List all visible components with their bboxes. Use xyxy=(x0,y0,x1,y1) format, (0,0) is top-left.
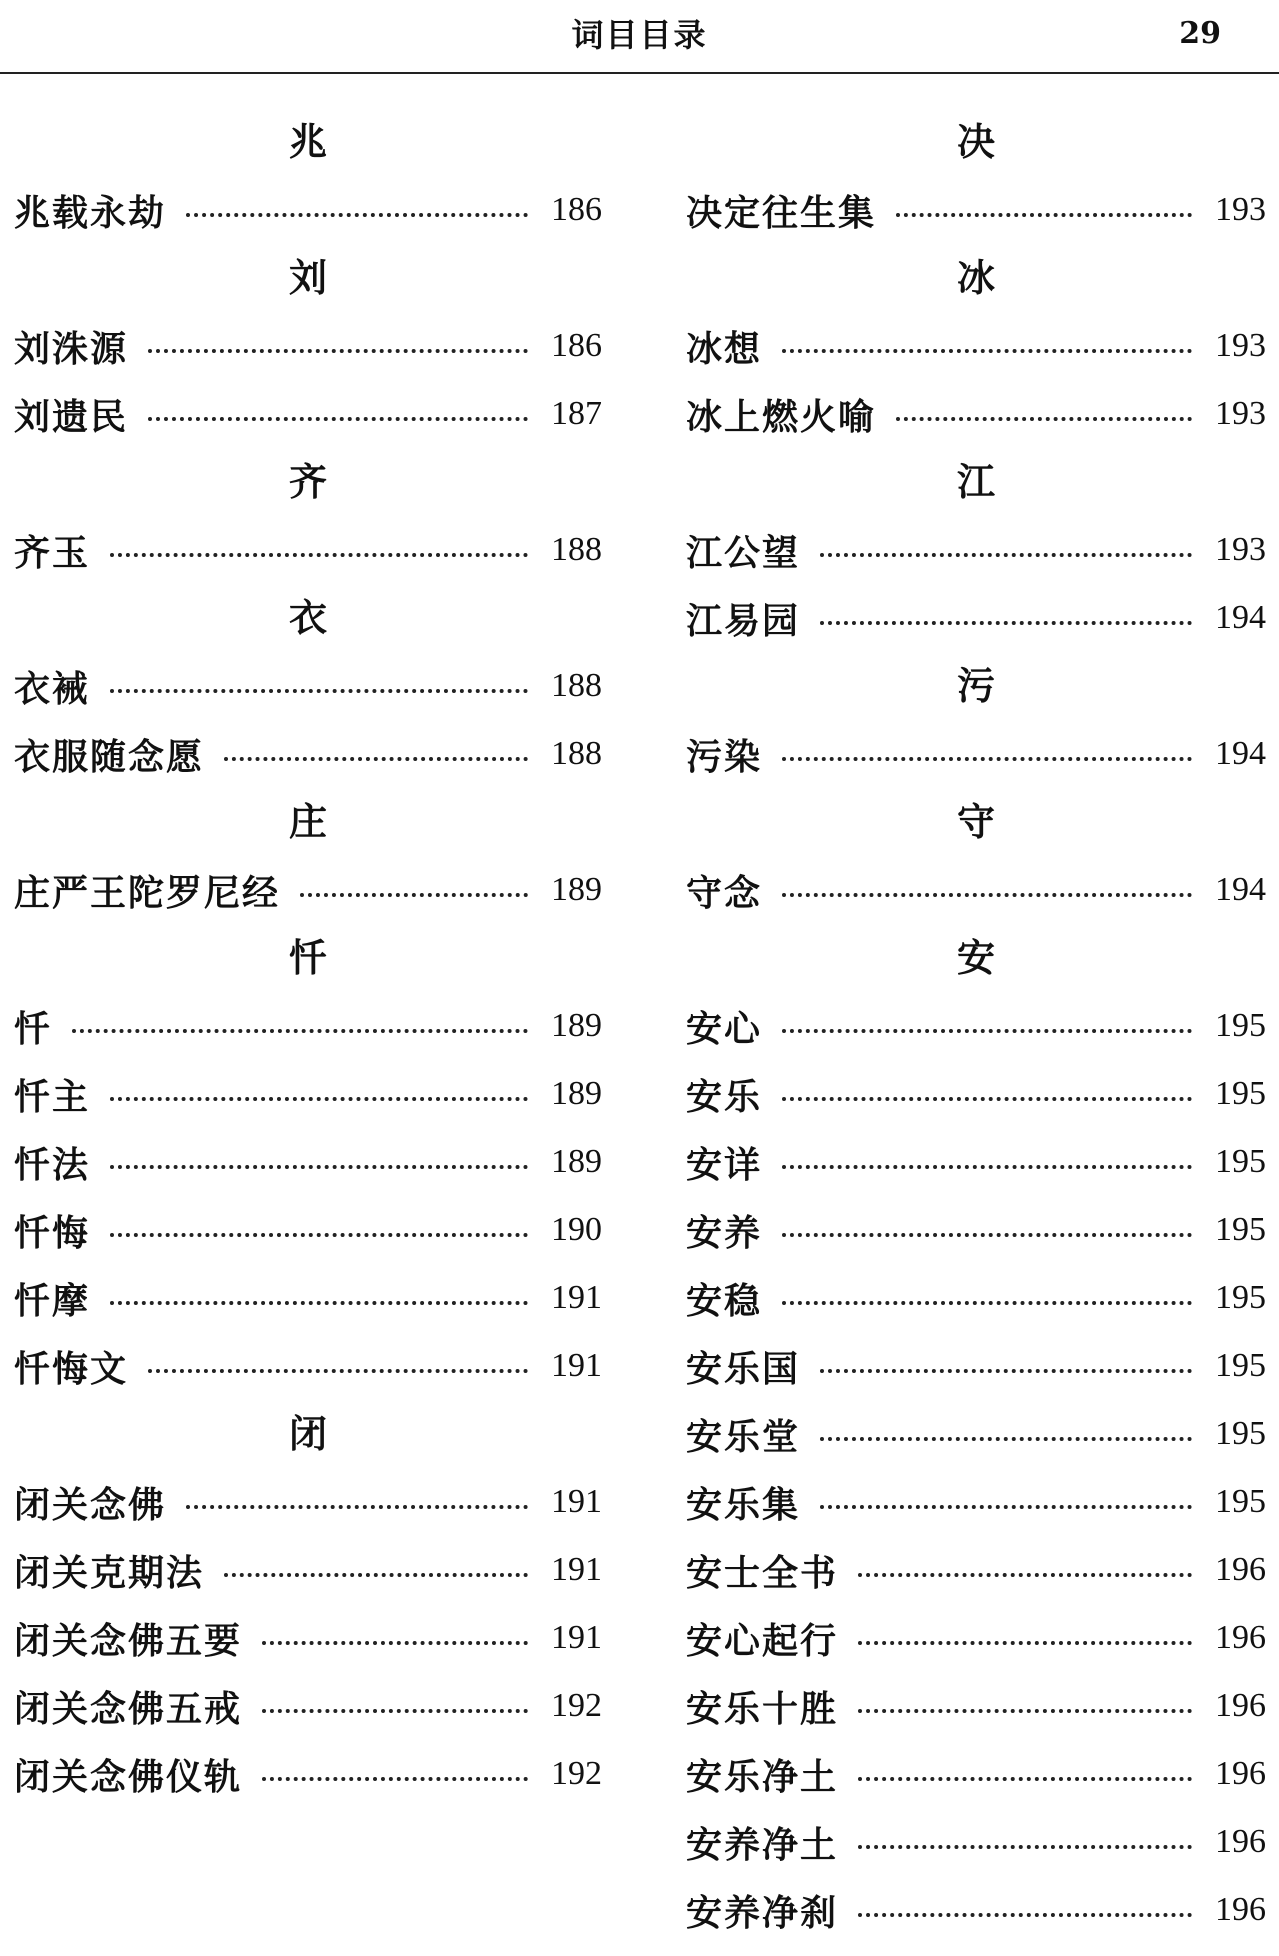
entry-term: 安心起行 xyxy=(686,1619,839,1662)
entry-term: 安养净刹 xyxy=(686,1891,839,1934)
dot-leader xyxy=(110,1227,528,1237)
entry-page-number: 194 xyxy=(1215,871,1266,908)
entry-term: 冰上燃火喻 xyxy=(686,395,877,438)
entry-page-number: 194 xyxy=(1215,599,1266,636)
section-heading: 闭 xyxy=(288,1411,327,1456)
entry-term: 齐玉 xyxy=(14,531,91,574)
index-entry xyxy=(686,1060,1266,1128)
entry-page-number: 193 xyxy=(1215,395,1266,432)
entry-page-number: 188 xyxy=(551,735,602,772)
index-entry xyxy=(686,1536,1266,1604)
entry-page-number: 195 xyxy=(1215,1347,1266,1384)
index-entry xyxy=(14,1536,602,1604)
entry-term: 江公望 xyxy=(686,531,801,574)
entry-term: 安稳 xyxy=(686,1279,763,1322)
dot-leader xyxy=(782,751,1192,761)
entry-term: 闭关念佛仪轨 xyxy=(14,1755,243,1798)
entry-page-number: 190 xyxy=(551,1211,602,1248)
entry-term: 忏悔 xyxy=(14,1211,91,1254)
entry-page-number: 192 xyxy=(551,1755,602,1792)
entry-page-number: 195 xyxy=(1215,1211,1266,1248)
index-entry xyxy=(686,1740,1266,1808)
dot-leader xyxy=(820,547,1192,557)
entry-page-number: 196 xyxy=(1215,1891,1266,1928)
dot-leader xyxy=(110,1091,528,1101)
section-heading: 安 xyxy=(956,935,995,980)
entry-page-number: 196 xyxy=(1215,1619,1266,1656)
dot-leader xyxy=(110,1159,528,1169)
index-entry xyxy=(686,1808,1266,1876)
entry-term: 安乐净土 xyxy=(686,1755,839,1798)
entry-page-number: 191 xyxy=(551,1619,602,1656)
entry-page-number: 188 xyxy=(551,667,602,704)
dot-leader xyxy=(110,1295,528,1305)
entry-term: 安详 xyxy=(686,1143,763,1186)
entry-page-number: 196 xyxy=(1215,1687,1266,1724)
index-entry xyxy=(14,1128,602,1196)
dot-leader xyxy=(782,1227,1192,1237)
index-entry xyxy=(686,312,1266,380)
entry-page-number: 193 xyxy=(1215,531,1266,568)
entry-page-number: 195 xyxy=(1215,1075,1266,1112)
entry-page-number: 187 xyxy=(551,395,602,432)
index-entry xyxy=(14,992,602,1060)
dot-leader xyxy=(820,1363,1192,1373)
entry-page-number: 195 xyxy=(1215,1483,1266,1520)
dot-leader xyxy=(148,411,528,421)
dot-leader xyxy=(858,1839,1192,1849)
entry-term: 闭关克期法 xyxy=(14,1551,205,1594)
dot-leader xyxy=(858,1771,1192,1781)
index-entry xyxy=(14,1740,602,1808)
dot-leader xyxy=(262,1703,528,1713)
entry-term: 忏摩 xyxy=(14,1279,91,1322)
index-entry xyxy=(14,1264,602,1332)
entry-term: 安乐集 xyxy=(686,1483,801,1526)
dot-leader xyxy=(148,1363,528,1373)
page-header xyxy=(0,0,1279,74)
entry-term: 污染 xyxy=(686,735,763,778)
entry-term: 刘遗民 xyxy=(14,395,129,438)
index-entry xyxy=(14,380,602,448)
entry-page-number: 189 xyxy=(551,1143,602,1180)
dot-leader xyxy=(148,343,528,353)
section-heading: 污 xyxy=(956,663,995,708)
entry-page-number: 193 xyxy=(1215,191,1266,228)
index-entry xyxy=(14,720,602,788)
section-heading: 齐 xyxy=(288,459,327,504)
index-entry xyxy=(14,1468,602,1536)
dot-leader xyxy=(858,1907,1192,1917)
entry-term: 守念 xyxy=(686,871,763,914)
dot-leader xyxy=(262,1771,528,1781)
index-entry xyxy=(14,1196,602,1264)
section-heading: 兆 xyxy=(288,119,327,164)
index-entry xyxy=(686,856,1266,924)
entry-term: 忏法 xyxy=(14,1143,91,1186)
entry-page-number: 195 xyxy=(1215,1279,1266,1316)
index-entry xyxy=(686,1468,1266,1536)
entry-page-number: 193 xyxy=(1215,327,1266,364)
entry-page-number: 194 xyxy=(1215,735,1266,772)
entry-page-number: 191 xyxy=(551,1551,602,1588)
dot-leader xyxy=(858,1635,1192,1645)
entry-term: 安养净土 xyxy=(686,1823,839,1866)
index-entry xyxy=(14,312,602,380)
index-entry xyxy=(686,992,1266,1060)
dot-leader xyxy=(896,207,1192,217)
entry-page-number: 186 xyxy=(551,327,602,364)
index-entry xyxy=(14,652,602,720)
dot-leader xyxy=(858,1567,1192,1577)
index-entry xyxy=(686,1672,1266,1740)
section-heading: 江 xyxy=(956,459,995,504)
index-entry xyxy=(686,1604,1266,1672)
entry-term: 庄严王陀罗尼经 xyxy=(14,871,281,914)
entry-page-number: 191 xyxy=(551,1347,602,1384)
dot-leader xyxy=(186,207,528,217)
dot-leader xyxy=(820,615,1192,625)
dot-leader xyxy=(858,1703,1192,1713)
entry-term: 忏 xyxy=(14,1007,53,1050)
index-entry xyxy=(686,1128,1266,1196)
index-entry xyxy=(686,1196,1266,1264)
dot-leader xyxy=(782,343,1192,353)
section-heading: 庄 xyxy=(288,799,327,844)
entry-term: 安士全书 xyxy=(686,1551,839,1594)
entry-term: 兆载永劫 xyxy=(14,191,167,234)
dot-leader xyxy=(782,887,1192,897)
right-column xyxy=(686,108,1266,1944)
entry-term: 安乐十胜 xyxy=(686,1687,839,1730)
entry-page-number: 196 xyxy=(1215,1551,1266,1588)
entry-page-number: 195 xyxy=(1215,1007,1266,1044)
index-entry xyxy=(686,1876,1266,1944)
dot-leader xyxy=(186,1499,528,1509)
index-entry xyxy=(14,1604,602,1672)
entry-term: 忏主 xyxy=(14,1075,91,1118)
dot-leader xyxy=(110,547,528,557)
left-column xyxy=(14,108,602,1808)
entry-page-number: 195 xyxy=(1215,1415,1266,1452)
index-entry xyxy=(686,720,1266,788)
index-entry xyxy=(14,1060,602,1128)
dot-leader xyxy=(72,1023,528,1033)
section-heading: 冰 xyxy=(956,255,995,300)
index-entry xyxy=(14,856,602,924)
index-entry xyxy=(14,176,602,244)
entry-page-number: 189 xyxy=(551,1007,602,1044)
dot-leader xyxy=(782,1091,1192,1101)
entry-page-number: 196 xyxy=(1215,1823,1266,1860)
entry-page-number: 188 xyxy=(551,531,602,568)
index-entry xyxy=(686,1332,1266,1400)
dot-leader xyxy=(110,683,528,693)
dot-leader xyxy=(300,887,528,897)
entry-page-number: 189 xyxy=(551,871,602,908)
entry-term: 刘洙源 xyxy=(14,327,129,370)
entry-term: 忏悔文 xyxy=(14,1347,129,1390)
index-entry xyxy=(686,516,1266,584)
entry-page-number: 186 xyxy=(551,191,602,228)
index-entry xyxy=(14,1672,602,1740)
entry-term: 闭关念佛 xyxy=(14,1483,167,1526)
entry-term: 安养 xyxy=(686,1211,763,1254)
dot-leader xyxy=(782,1023,1192,1033)
entry-term: 决定往生集 xyxy=(686,191,877,234)
section-heading: 决 xyxy=(956,119,995,164)
entry-term: 闭关念佛五戒 xyxy=(14,1687,243,1730)
dot-leader xyxy=(820,1499,1192,1509)
page-number: 29 xyxy=(1179,16,1221,51)
dot-leader xyxy=(820,1431,1192,1441)
page-title: 词目目录 xyxy=(571,16,708,54)
entry-term: 江易园 xyxy=(686,599,801,642)
index-entry xyxy=(686,584,1266,652)
section-heading: 衣 xyxy=(288,595,327,640)
entry-page-number: 196 xyxy=(1215,1755,1266,1792)
entry-term: 闭关念佛五要 xyxy=(14,1619,243,1662)
section-heading: 守 xyxy=(956,799,995,844)
dot-leader xyxy=(782,1159,1192,1169)
index-entry xyxy=(686,1264,1266,1332)
index-entry xyxy=(686,380,1266,448)
index-entry xyxy=(686,176,1266,244)
entry-term: 安乐堂 xyxy=(686,1415,801,1458)
dot-leader xyxy=(262,1635,528,1645)
entry-page-number: 189 xyxy=(551,1075,602,1112)
entry-page-number: 195 xyxy=(1215,1143,1266,1180)
entry-term: 安乐 xyxy=(686,1075,763,1118)
dot-leader xyxy=(782,1295,1192,1305)
dot-leader xyxy=(896,411,1192,421)
entry-page-number: 192 xyxy=(551,1687,602,1724)
index-entry xyxy=(686,1400,1266,1468)
entry-term: 安心 xyxy=(686,1007,763,1050)
dot-leader xyxy=(224,751,528,761)
entry-term: 衣裓 xyxy=(14,667,91,710)
index-entry xyxy=(14,516,602,584)
entry-page-number: 191 xyxy=(551,1483,602,1520)
entry-page-number: 191 xyxy=(551,1279,602,1316)
section-heading: 刘 xyxy=(288,255,327,300)
section-heading: 忏 xyxy=(288,935,327,980)
entry-term: 安乐国 xyxy=(686,1347,801,1390)
entry-term: 冰想 xyxy=(686,327,763,370)
entry-term: 衣服随念愿 xyxy=(14,735,205,778)
dot-leader xyxy=(224,1567,528,1577)
index-entry xyxy=(14,1332,602,1400)
